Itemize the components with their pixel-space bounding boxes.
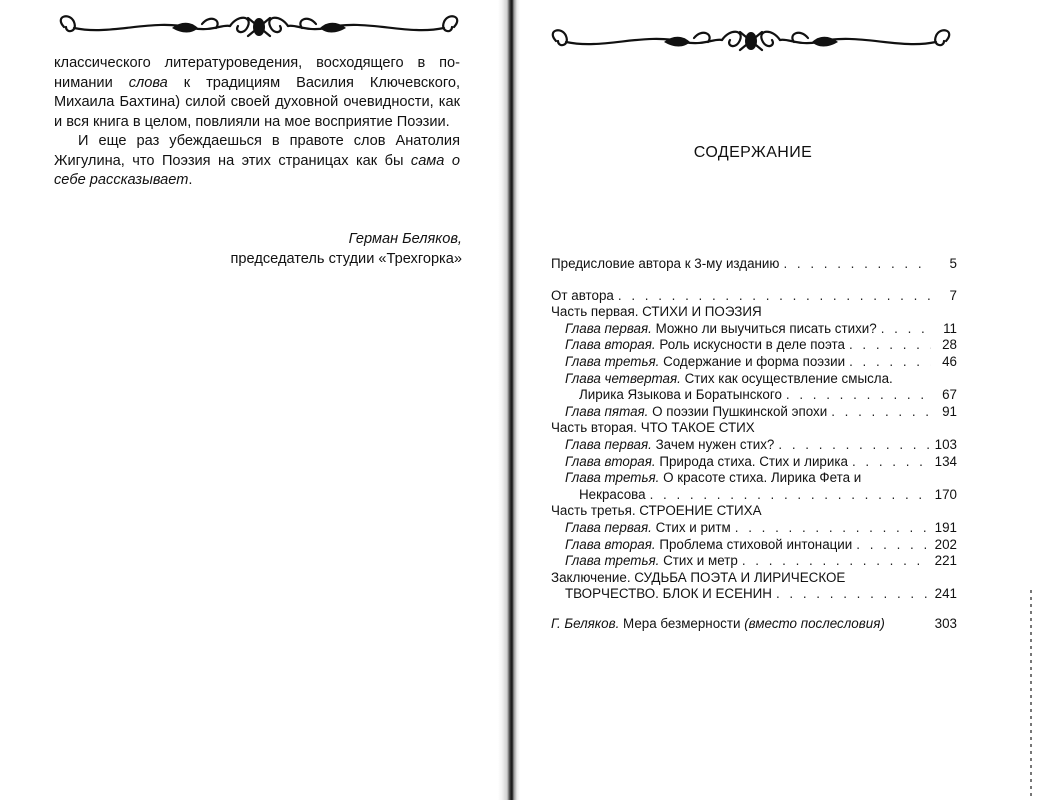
toc-part-heading: Часть вторая. ЧТО ТАКОЕ СТИХ — [551, 420, 755, 436]
chapter-title: О красоте стиха. Лирика Фета и — [663, 470, 862, 486]
toc-entry-chapter[interactable] — [551, 321, 957, 338]
toc-entry-chapter[interactable] — [551, 454, 957, 471]
afterword-note: (вместо послесловия) — [744, 615, 885, 631]
ornament-scroll-icon — [544, 24, 958, 58]
toc-entry-chapter-line2[interactable] — [551, 487, 957, 504]
chapter-label: Глава третья. — [565, 353, 660, 369]
toc-entry-from-author[interactable] — [551, 288, 957, 305]
toc-page-number: 170 — [934, 486, 957, 502]
toc-entry-conclusion-line2[interactable] — [551, 586, 957, 603]
leader-dots — [783, 256, 931, 273]
toc-page-number: 303 — [934, 615, 957, 631]
chapter-title: Стих и метр — [663, 553, 738, 569]
toc-page-number: 7 — [949, 287, 957, 303]
chapter-title: Содержание и форма поэзии — [663, 353, 846, 369]
toc-entry-chapter[interactable] — [551, 354, 957, 371]
toc-entry-afterword[interactable] — [551, 616, 957, 633]
leader-dots — [852, 454, 931, 471]
toc-page-number: 5 — [949, 256, 957, 271]
toc-page-number: 103 — [934, 436, 957, 452]
toc-entry-title: Предисловие автора к 3-му изданию — [551, 256, 780, 271]
text-segment: классического литературоведения, восходящего в по-нимании — [54, 55, 460, 91]
toc-entry-title — [565, 437, 774, 454]
toc-page-number: 28 — [942, 337, 957, 353]
italic-segment: сама о себе рассказывает — [54, 152, 460, 188]
toc-page-number: 91 — [942, 403, 957, 419]
toc-entry-chapter[interactable] — [551, 337, 957, 354]
leader-dots — [881, 321, 931, 338]
toc-page-number: 241 — [934, 586, 957, 602]
signature-name: Герман Беляков, — [348, 231, 462, 247]
chapter-title: Можно ли выучиться писать стихи? — [655, 320, 877, 336]
toc-part-heading: Часть первая. СТИХИ И ПОЭЗИЯ — [551, 304, 762, 320]
leader-dots — [856, 537, 930, 554]
text-segment: . — [188, 172, 193, 188]
chapter-label: Глава вторая. — [565, 453, 656, 469]
toc-entry-chapter[interactable] — [551, 553, 957, 570]
page-edge-shadow — [1030, 590, 1032, 800]
table-of-contents — [551, 256, 957, 632]
toc-page-number: 134 — [934, 453, 957, 469]
toc-page-number: 202 — [934, 536, 957, 552]
chapter-title-continued: Некрасова — [579, 486, 646, 502]
chapter-label: Глава первая. — [565, 519, 652, 535]
afterword-title: Мера безмерности — [623, 615, 741, 631]
toc-entry-title — [565, 337, 845, 354]
toc-page-number: 67 — [942, 387, 957, 403]
leader-dots — [776, 586, 931, 603]
leader-dots — [778, 437, 930, 454]
chapter-label: Глава третья. — [565, 470, 660, 486]
leader-dots — [735, 520, 931, 537]
chapter-title: Стих как осуществление смысла. — [684, 370, 893, 386]
toc-entry-title — [565, 553, 738, 570]
paragraph-1 — [54, 54, 460, 132]
chapter-label: Глава первая. — [565, 320, 652, 336]
toc-page-number: 11 — [943, 320, 957, 336]
leader-dots — [849, 337, 931, 354]
leader-dots — [618, 288, 931, 305]
book-spine-gutter — [498, 0, 520, 800]
chapter-label: Глава четвертая. — [565, 370, 681, 386]
toc-entry-title — [565, 454, 848, 471]
italic-segment: слова — [128, 74, 168, 91]
leader-dots — [742, 553, 931, 570]
toc-entry-chapter-line1[interactable] — [551, 470, 957, 487]
toc-entry-title — [565, 537, 852, 554]
toc-entry-chapter[interactable] — [551, 404, 957, 421]
toc-entry-chapter-line1[interactable] — [551, 371, 957, 388]
afterword-author: Г. Беляков. — [551, 615, 620, 631]
toc-entry-title — [551, 616, 885, 633]
chapter-label: Глава вторая. — [565, 337, 656, 353]
leader-dots — [849, 354, 931, 371]
page-title: СОДЕРЖАНИЕ — [693, 144, 813, 161]
chapter-label: Глава первая. — [565, 436, 652, 452]
text-segment: И еще раз убеждаешься в правоте слов Анатолия Жигулина, что Поэзия на этих страницах как бы — [54, 133, 460, 169]
toc-entry-title — [565, 354, 845, 371]
toc-entry-title — [565, 404, 827, 421]
leader-dots — [831, 404, 931, 421]
chapter-title: Стих и ритм — [655, 519, 731, 535]
signature-role: председатель студии «Трехгорка» — [230, 250, 462, 267]
paragraph-2 — [54, 132, 460, 191]
toc-entry-preface[interactable] — [551, 256, 957, 273]
toc-entry-chapter-line2[interactable] — [551, 387, 957, 404]
toc-entry-title: ТВОРЧЕСТВО. БЛОК И ЕСЕНИН — [565, 586, 772, 602]
chapter-title-continued: Лирика Языкова и Боратынского — [579, 387, 782, 403]
toc-page-number: 46 — [942, 353, 957, 369]
toc-page-number: 191 — [934, 519, 957, 535]
toc-part-heading: Часть третья. СТРОЕНИЕ СТИХА — [551, 503, 762, 519]
text-segment: к традициям Василия Ключевского, Михаила Бахтина) силой своей духовной очевидности, как и вся книга в целом, повлияли на мое восприятие Поэзии. — [54, 74, 461, 130]
signature-block — [150, 230, 462, 269]
chapter-title: Природа стиха. Стих и лирика — [659, 453, 848, 469]
left-page-text — [54, 54, 460, 191]
toc-entry-conclusion-line1[interactable]: Заключение. СУДЬБА ПОЭТА И ЛИРИЧЕСКОЕ — [551, 569, 846, 585]
toc-entry-title — [565, 520, 731, 537]
toc-entry-chapter[interactable] — [551, 537, 957, 554]
leader-dots — [650, 487, 931, 504]
ornament-scroll-icon — [52, 10, 466, 44]
chapter-label: Глава вторая. — [565, 536, 656, 552]
leader-dots — [786, 387, 931, 404]
toc-entry-title: От автора — [551, 287, 614, 303]
chapter-title: Роль искусности в деле поэта — [659, 337, 845, 353]
chapter-label: Глава пятая. — [565, 403, 649, 419]
toc-entry-title — [565, 321, 877, 338]
toc-entry-chapter[interactable] — [551, 437, 957, 454]
chapter-title: О поэзии Пушкинской эпохи — [652, 403, 828, 419]
chapter-title: Проблема стиховой интонации — [659, 536, 853, 552]
toc-page-number: 221 — [934, 553, 957, 569]
chapter-title: Зачем нужен стих? — [655, 436, 775, 452]
chapter-label: Глава третья. — [565, 553, 660, 569]
toc-entry-chapter[interactable] — [551, 520, 957, 537]
